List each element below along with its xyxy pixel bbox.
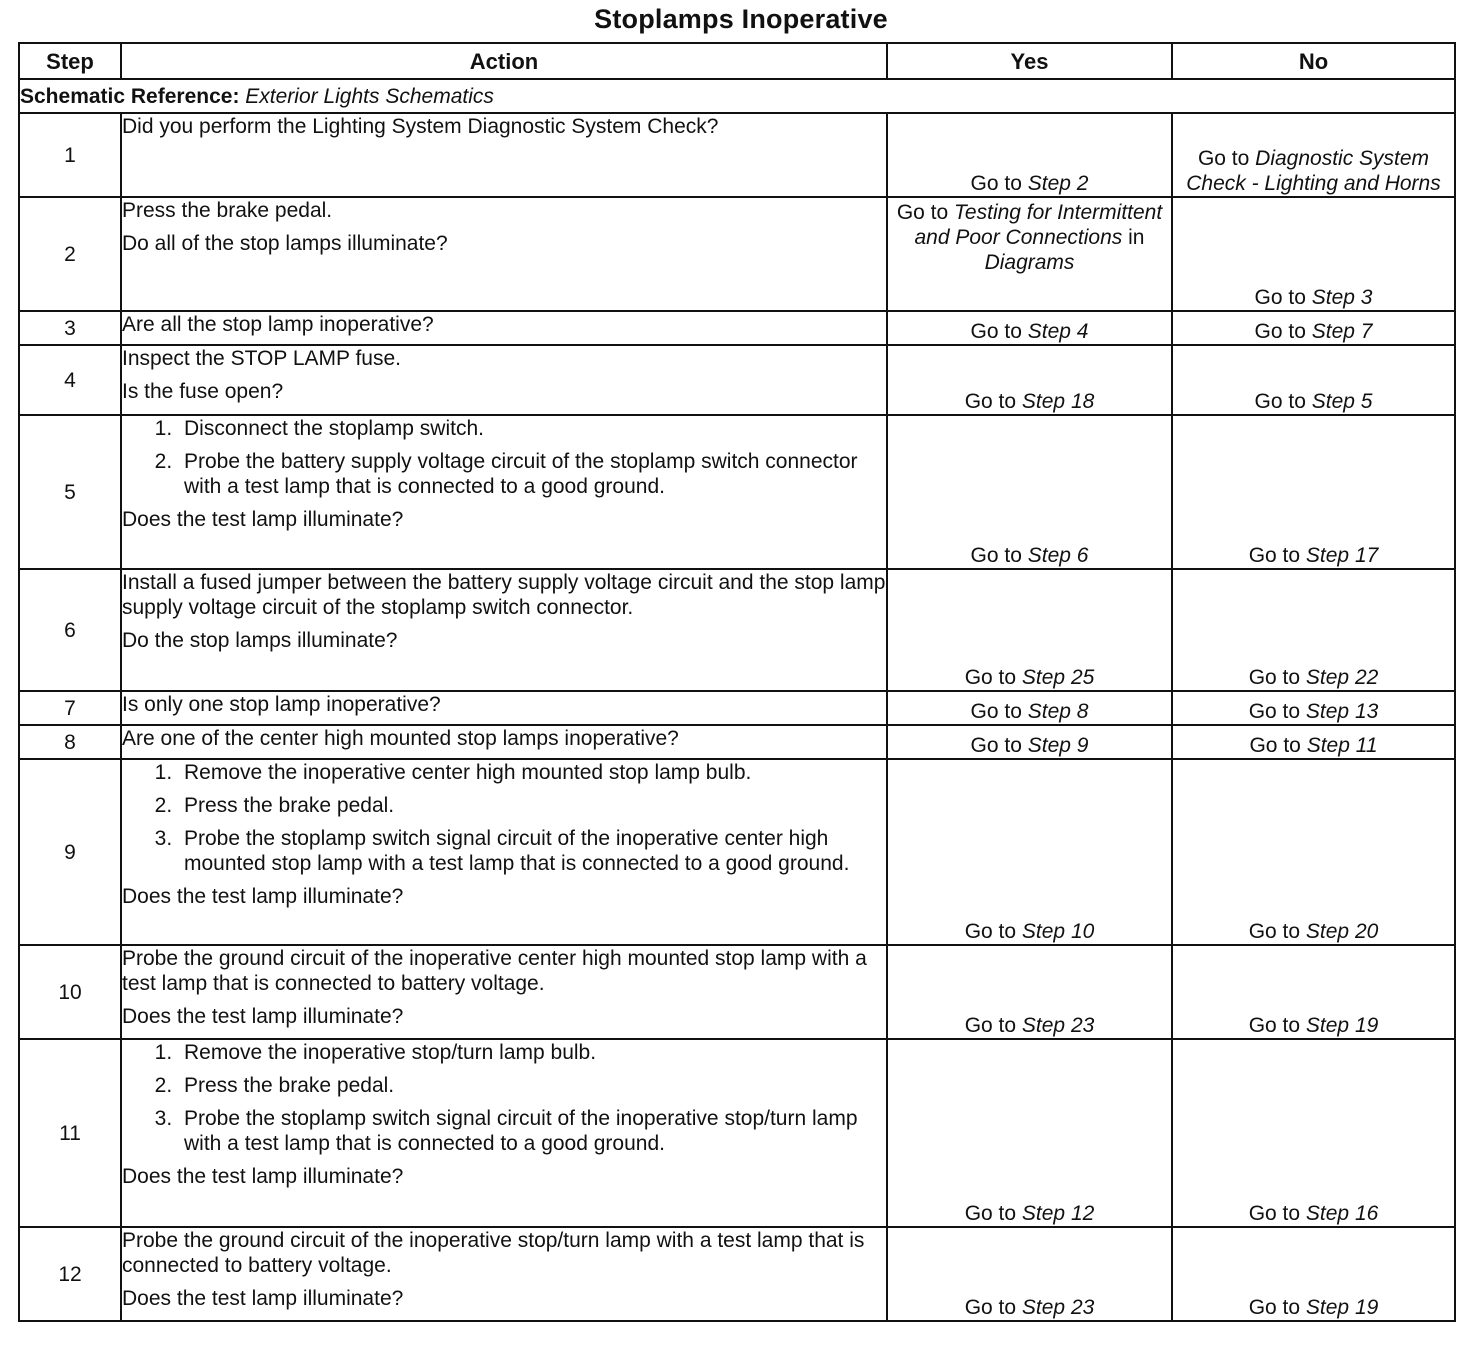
no-cell xyxy=(1172,945,1455,1039)
action-cell xyxy=(121,415,887,569)
yes-goto-prefix: Go to xyxy=(964,1202,1017,1225)
step-number: 6 xyxy=(19,569,121,691)
action-cell xyxy=(121,945,887,1039)
action-step-item: 2. Probe the battery supply voltage circuit of the stoplamp switch connector with a test lamp that is connected to a good ground. xyxy=(178,449,886,499)
table-row-step-11 xyxy=(19,1039,1455,1227)
no-cell xyxy=(1172,345,1455,415)
yes-goto-link[interactable]: Step 8 xyxy=(1027,700,1089,723)
action-cell xyxy=(121,691,887,725)
yes-goto-prefix: Go to xyxy=(964,1014,1017,1037)
no-goto-link[interactable]: Step 3 xyxy=(1311,286,1373,309)
yes-cell xyxy=(887,1039,1172,1227)
action-cell xyxy=(121,345,887,415)
step-number: 11 xyxy=(19,1039,121,1227)
yes-cell xyxy=(887,345,1172,415)
table-row-step-3 xyxy=(19,311,1455,345)
yes-goto-prefix: Go to xyxy=(970,544,1022,567)
yes-goto-link[interactable]: Step 9 xyxy=(1027,734,1089,757)
yes-goto-link[interactable]: Step 10 xyxy=(1021,920,1095,943)
no-goto-prefix: Go to xyxy=(1248,666,1301,689)
action-step-item: 1. Remove the inoperative stop/turn lamp bulb. xyxy=(178,1040,886,1065)
table-row-step-8 xyxy=(19,725,1455,759)
yes-goto-prefix: Go to xyxy=(970,172,1022,195)
no-goto-prefix: Go to xyxy=(1254,390,1306,413)
yes-goto-prefix: Go to xyxy=(964,666,1017,689)
action-cell xyxy=(121,759,887,945)
action-step-item: 2. Press the brake pedal. xyxy=(178,1073,886,1098)
step-number: 4 xyxy=(19,345,121,415)
action-cell xyxy=(121,1039,887,1227)
yes-goto-link[interactable]: Step 6 xyxy=(1027,544,1089,567)
no-goto-prefix: Go to xyxy=(1248,1202,1301,1225)
no-goto-prefix: Go to xyxy=(1248,1296,1301,1319)
yes-goto-prefix: Go to xyxy=(964,390,1017,413)
schematic-reference xyxy=(19,79,1455,113)
yes-goto-prefix: Go to xyxy=(970,700,1022,723)
page-title: Stoplamps Inoperative xyxy=(594,4,888,34)
action-cell xyxy=(121,569,887,691)
yes-cell xyxy=(887,569,1172,691)
yes-goto-prefix: Go to xyxy=(964,1296,1017,1319)
action-step-item: 2. Press the brake pedal. xyxy=(178,793,886,818)
header-step: Step xyxy=(19,43,121,79)
yes-goto-link[interactable]: Step 23 xyxy=(1021,1296,1095,1319)
action-text: Does the test lamp illuminate? xyxy=(122,1165,404,1188)
schematic-reference-label: Schematic Reference: xyxy=(20,84,240,108)
yes-goto-link[interactable]: Step 12 xyxy=(1021,1202,1095,1225)
action-step-item: 3. Probe the stoplamp switch signal circuit of the inoperative stop/turn lamp with a test lamp that is connected to a good ground. xyxy=(178,1106,886,1156)
no-cell xyxy=(1172,569,1455,691)
step-number: 7 xyxy=(19,691,121,725)
no-cell xyxy=(1172,691,1455,725)
no-goto-link[interactable]: Step 22 xyxy=(1305,666,1379,689)
action-text: Press the brake pedal. xyxy=(122,199,333,222)
step-number: 5 xyxy=(19,415,121,569)
yes-goto-prefix: Go to xyxy=(964,920,1017,943)
no-cell xyxy=(1172,415,1455,569)
table-row-step-4 xyxy=(19,345,1455,415)
action-steps xyxy=(122,760,886,876)
table-row-step-12 xyxy=(19,1227,1455,1321)
table-row-step-1 xyxy=(19,113,1455,197)
no-goto-prefix: Go to xyxy=(1248,544,1301,567)
step-number: 3 xyxy=(19,311,121,345)
header-action: Action xyxy=(121,43,887,79)
schematic-reference-link[interactable]: Exterior Lights Schematics xyxy=(245,84,494,108)
action-text: Probe the ground circuit of the inoperative center high mounted stop lamp with a test lamp that is connected to battery voltage. xyxy=(122,947,867,995)
yes-cell xyxy=(887,725,1172,759)
no-goto-prefix: Go to xyxy=(1248,1014,1301,1037)
no-goto-link[interactable]: Step 19 xyxy=(1305,1296,1379,1319)
action-step-item: 3. Probe the stoplamp switch signal circuit of the inoperative center high mounted stop lamp with a test lamp that is connected to a good ground. xyxy=(178,826,886,876)
action-text: Are all the stop lamp inoperative? xyxy=(122,313,434,336)
action-text: Is the fuse open? xyxy=(122,380,284,403)
action-text: Does the test lamp illuminate? xyxy=(122,1287,404,1310)
table-row-step-9 xyxy=(19,759,1455,945)
table-row-step-6 xyxy=(19,569,1455,691)
table-row-step-7 xyxy=(19,691,1455,725)
yes-goto-link[interactable]: Step 25 xyxy=(1021,666,1095,689)
action-text: Do the stop lamps illuminate? xyxy=(122,629,398,652)
action-cell xyxy=(121,1227,887,1321)
no-cell xyxy=(1172,311,1455,345)
header-row xyxy=(19,43,1455,79)
yes-cell xyxy=(887,1227,1172,1321)
no-goto-prefix: Go to xyxy=(1197,147,1250,170)
action-text: Does the test lamp illuminate? xyxy=(122,508,404,531)
yes-cell xyxy=(887,945,1172,1039)
yes-goto-link[interactable]: Step 23 xyxy=(1021,1014,1095,1037)
yes-cell xyxy=(887,311,1172,345)
action-step-item: 1. Remove the inoperative center high mounted stop lamp bulb. xyxy=(178,760,886,785)
action-cell xyxy=(121,311,887,345)
action-text: Did you perform the Lighting System Diagnostic System Check? xyxy=(122,115,719,138)
no-goto-prefix: Go to xyxy=(1254,320,1306,343)
yes-goto-link[interactable]: Testing for Intermittent and Poor Connections xyxy=(914,201,1163,249)
no-goto-link[interactable]: Diagnostic System Check - Lighting and Horns xyxy=(1186,147,1441,195)
no-goto-prefix: Go to xyxy=(1248,700,1301,723)
no-goto-link[interactable]: Step 19 xyxy=(1305,1014,1379,1037)
yes-cell xyxy=(887,415,1172,569)
action-text: Does the test lamp illuminate? xyxy=(122,885,404,908)
yes-goto-link[interactable]: Step 2 xyxy=(1027,172,1089,195)
no-goto-link[interactable]: Step 7 xyxy=(1311,320,1373,343)
no-goto-link[interactable]: Step 17 xyxy=(1305,544,1379,567)
yes-cell xyxy=(887,113,1172,197)
action-step-item: 1. Disconnect the stoplamp switch. xyxy=(178,416,886,441)
no-goto-prefix: Go to xyxy=(1254,286,1306,309)
action-cell xyxy=(121,113,887,197)
table-row-step-10 xyxy=(19,945,1455,1039)
step-number: 8 xyxy=(19,725,121,759)
action-text: Are one of the center high mounted stop lamps inoperative? xyxy=(122,727,679,750)
action-steps xyxy=(122,1040,886,1156)
yes-goto-link[interactable]: Step 18 xyxy=(1021,390,1095,413)
yes-goto-link[interactable]: Step 4 xyxy=(1027,320,1089,343)
no-goto-prefix: Go to xyxy=(1248,920,1301,943)
yes-goto-link-2[interactable]: Diagrams xyxy=(984,251,1075,274)
action-text: Inspect the STOP LAMP fuse. xyxy=(122,347,401,370)
action-text: Is only one stop lamp inoperative? xyxy=(122,693,441,716)
no-cell xyxy=(1172,1227,1455,1321)
no-cell xyxy=(1172,197,1455,311)
no-goto-link[interactable]: Step 13 xyxy=(1305,700,1379,723)
no-goto-link[interactable]: Step 5 xyxy=(1311,390,1373,413)
yes-goto-prefix: Go to xyxy=(896,201,949,224)
step-number: 2 xyxy=(19,197,121,311)
action-text: Probe the ground circuit of the inoperative stop/turn lamp with a test lamp that is connected to battery voltage. xyxy=(122,1229,865,1277)
no-goto-link[interactable]: Step 11 xyxy=(1306,734,1378,757)
yes-goto-prefix: Go to xyxy=(970,734,1022,757)
no-goto-link[interactable]: Step 20 xyxy=(1305,920,1379,943)
step-number: 9 xyxy=(19,759,121,945)
action-text: Install a fused jumper between the battery supply voltage circuit and the stop lamp supply voltage circuit of the stoplamp switch connector. xyxy=(122,571,886,619)
yes-cell xyxy=(887,197,1172,311)
table-row-step-2 xyxy=(19,197,1455,311)
step-number: 10 xyxy=(19,945,121,1039)
no-cell xyxy=(1172,725,1455,759)
step-number: 1 xyxy=(19,113,121,197)
table-row-step-5 xyxy=(19,415,1455,569)
action-steps xyxy=(122,416,886,499)
step-number: 12 xyxy=(19,1227,121,1321)
action-cell xyxy=(121,197,887,311)
yes-goto-prefix: Go to xyxy=(970,320,1022,343)
schematic-reference-row xyxy=(19,79,1455,113)
action-cell xyxy=(121,725,887,759)
no-goto-link[interactable]: Step 16 xyxy=(1305,1202,1379,1225)
yes-cell xyxy=(887,759,1172,945)
yes-in-text: in xyxy=(1128,226,1145,249)
header-yes: Yes xyxy=(887,43,1172,79)
header-no: No xyxy=(1172,43,1455,79)
no-cell xyxy=(1172,113,1455,197)
action-text: Do all of the stop lamps illuminate? xyxy=(122,232,448,255)
no-cell xyxy=(1172,759,1455,945)
action-text: Does the test lamp illuminate? xyxy=(122,1005,404,1028)
no-cell xyxy=(1172,1039,1455,1227)
diagnostic-table xyxy=(18,42,1456,1322)
yes-cell xyxy=(887,691,1172,725)
no-goto-prefix: Go to xyxy=(1249,734,1301,757)
